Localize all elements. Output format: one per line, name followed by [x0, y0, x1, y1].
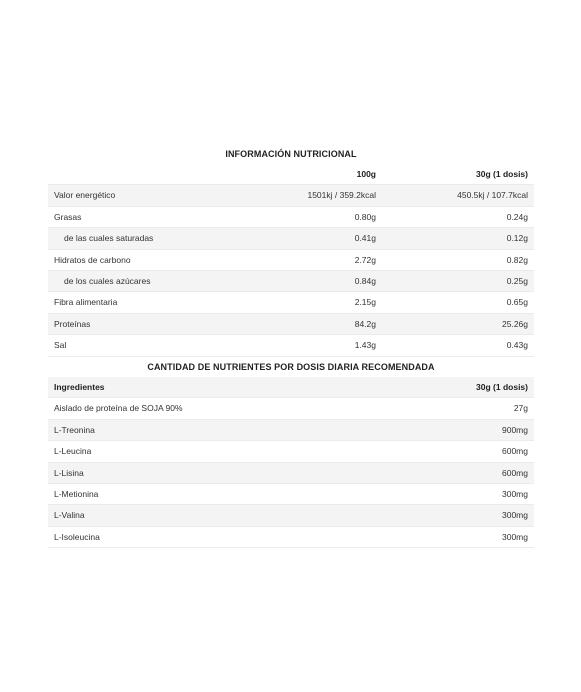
- value-dose: 0.82g: [382, 249, 534, 270]
- table-row: [48, 185, 534, 206]
- ingredient-amount: 600mg: [428, 441, 534, 462]
- value-100g: 0.80g: [218, 206, 382, 227]
- nutrient-name: Sal: [48, 335, 218, 356]
- table-row: [48, 526, 534, 547]
- value-dose: 25.26g: [382, 313, 534, 334]
- ingredient-name: L-Treonina: [48, 419, 428, 440]
- value-dose: 0.24g: [382, 206, 534, 227]
- ingredient-amount: 300mg: [428, 505, 534, 526]
- value-100g: 0.84g: [218, 271, 382, 292]
- table-row: [48, 419, 534, 440]
- table-row: [48, 313, 534, 334]
- value-100g: 0.41g: [218, 228, 382, 249]
- ingredient-name: L-Lisina: [48, 462, 428, 483]
- value-100g: 2.72g: [218, 249, 382, 270]
- ingredient-name: L-Isoleucina: [48, 526, 428, 547]
- ingredient-amount: 300mg: [428, 526, 534, 547]
- value-100g: 1501kj / 359.2kcal: [218, 185, 382, 206]
- value-dose: 0.25g: [382, 271, 534, 292]
- value-100g: 2.15g: [218, 292, 382, 313]
- value-dose: 0.65g: [382, 292, 534, 313]
- ingredient-name: L-Metionina: [48, 484, 428, 505]
- table-row: [48, 462, 534, 483]
- nutrient-name: Grasas: [48, 206, 218, 227]
- header-nutrient: [48, 164, 218, 185]
- value-dose: 0.12g: [382, 228, 534, 249]
- ingredient-amount: 27g: [428, 398, 534, 419]
- nutrition-info-table: [48, 164, 534, 357]
- ingredient-name: Aislado de proteína de SOJA 90%: [48, 398, 428, 419]
- table-row: [48, 505, 534, 526]
- table-row: [48, 441, 534, 462]
- nutrient-name: Hidratos de carbono: [48, 249, 218, 270]
- nutrition-info-title: INFORMACIÓN NUTRICIONAL: [225, 149, 357, 159]
- table-row: [48, 228, 534, 249]
- table-header-row: [48, 377, 534, 398]
- table-header-row: [48, 164, 534, 185]
- header-per-100g: 100g: [218, 164, 382, 185]
- table-row: [48, 249, 534, 270]
- nutrient-name: Proteínas: [48, 313, 218, 334]
- ingredient-amount: 900mg: [428, 419, 534, 440]
- header-ingredients: Ingredientes: [48, 377, 428, 398]
- value-100g: 84.2g: [218, 313, 382, 334]
- table-row: [48, 206, 534, 227]
- daily-nutrients-table: [48, 377, 534, 548]
- ingredient-name: L-Leucina: [48, 441, 428, 462]
- header-per-dose: 30g (1 dosis): [382, 164, 534, 185]
- value-dose: 450.5kj / 107.7kcal: [382, 185, 534, 206]
- table-row: [48, 335, 534, 356]
- nutrient-name: Fibra alimentaria: [48, 292, 218, 313]
- value-100g: 1.43g: [218, 335, 382, 356]
- nutrient-name: de los cuales azúcares: [48, 271, 218, 292]
- table-row: [48, 398, 534, 419]
- nutrient-name: de las cuales saturadas: [48, 228, 218, 249]
- ingredient-amount: 300mg: [428, 484, 534, 505]
- ingredient-name: L-Valina: [48, 505, 428, 526]
- value-dose: 0.43g: [382, 335, 534, 356]
- table-row: [48, 271, 534, 292]
- table-row: [48, 292, 534, 313]
- nutrient-name: Valor energético: [48, 185, 218, 206]
- header-per-dose: 30g (1 dosis): [428, 377, 534, 398]
- ingredient-amount: 600mg: [428, 462, 534, 483]
- daily-nutrients-title: CANTIDAD DE NUTRIENTES POR DOSIS DIARIA RECOMENDADA: [147, 362, 435, 372]
- table-row: [48, 484, 534, 505]
